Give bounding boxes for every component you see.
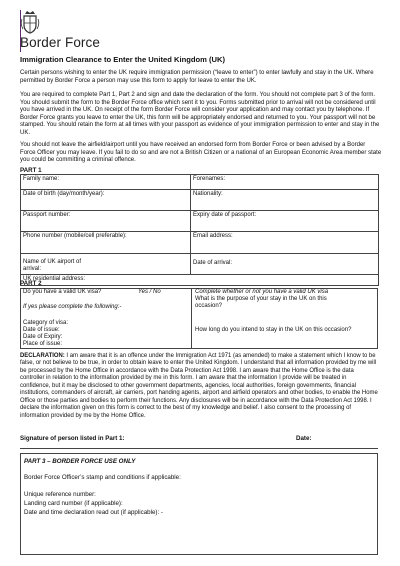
visa-question: Do you have a valid UK visa? <box>23 289 102 295</box>
email-label: Email address: <box>193 233 233 239</box>
residential-address-label: UK residential address: <box>23 276 86 282</box>
part2-heading: PART 2 <box>20 280 42 287</box>
arrival-airport-label-1: Name of UK airport of <box>23 258 82 265</box>
if-yes-instruction: If yes please complete the following:- <box>23 304 122 310</box>
part2-box <box>20 288 378 349</box>
visa-yes-no-toggle[interactable]: Yes / No <box>138 289 161 295</box>
dob-field[interactable] <box>21 190 191 211</box>
declaration-label: DECLARATION: <box>20 353 65 359</box>
declaration-body: I am aware that it is an offence under the Immigration Act 1971 (as amended) to make a statement which I know to be false, or not believe to be true, in order to obtain leave to enter the United Kingdom. I understand that all information provided by me will be processed by the Home Office in accordance with the Data Protection Act 1998. I am aware that the Home Office is the data controller in relation to the information provided by me in this form. I am aware that the information I provide will be treated in confidence, but it may be disclosed to other government departments, agencies, local authorities, foreign governments, financial institutions, commanders of aircraft, air carriers, port handing agents, airport and airfield operators and other bodies, to enable the Home Office or those parties and bodies to perform their functions. Any disclosures will be in accordance with the Data Protection Act 1998. I declare the information given on this form is correct to the best of my knowledge and belief. I also consent to the processing of information provided by me by the Home Office. <box>20 353 378 419</box>
phone-label: Phone number (mobile/cell preferable): <box>23 233 127 239</box>
declaration-read-time-label: Date and time declaration read out (if applicable): - <box>24 509 163 516</box>
intro-paragraph-3: You should not leave the airfield/airport until you have received an endorsed form from Border Force or been advised by a Border Force Officer you may leave. If you fail to do so and are not a British Citizen or a national of an European Economic Area member state you could be committing a criminal offence. <box>20 142 382 164</box>
part1-table <box>20 174 379 286</box>
duration-question: How long do you intend to stay in the UK on this occasion? <box>195 327 352 333</box>
family-name-label: Family name: <box>23 176 60 182</box>
forenames-field[interactable] <box>191 175 379 190</box>
signature-line[interactable] <box>20 448 378 449</box>
arrival-airport-label-2: arrival: <box>23 265 42 272</box>
form-title: Immigration Clearance to Enter the United Kingdom (UK) <box>20 55 226 64</box>
intro-paragraph-1: Certain persons wishing to enter the UK require immigration permission (“leave to enter”) to enter lawfully and stay in the UK. Where permitted by Border Force a person may use this form to apply for leave to enter the UK. <box>20 70 374 84</box>
arrival-date-field[interactable] <box>191 254 379 275</box>
brand-name: Border Force <box>20 35 100 50</box>
dob-label: Date of birth (day/month/year): <box>23 191 105 197</box>
part3-heading: PART 3 – BORDER FORCE USE ONLY <box>24 458 136 465</box>
phone-field[interactable] <box>21 232 191 254</box>
reference-number-label: Unique reference number: <box>24 491 96 498</box>
officer-stamp-label: Border Force Officer’s stamp and conditions if applicable: <box>24 474 181 481</box>
forenames-label: Forenames: <box>193 176 226 182</box>
visa-issue-date-label: Date of issue: <box>23 327 60 333</box>
landing-card-label: Landing card number (if applicable): <box>24 500 123 507</box>
arrival-airport-field[interactable] <box>21 254 191 275</box>
passport-number-field[interactable] <box>21 211 191 232</box>
part2-divider <box>191 289 192 348</box>
complete-note: Complete whether or not you have a valid UK visa <box>195 289 329 295</box>
nationality-label: Nationality: <box>193 191 223 197</box>
purpose-question-1: What is the purpose of your stay in the UK on this <box>195 296 327 302</box>
passport-expiry-label: Expiry date of passport: <box>193 212 257 218</box>
arrival-date-label: Date of arrival: <box>193 259 233 266</box>
passport-expiry-field[interactable] <box>191 211 379 232</box>
email-field[interactable] <box>191 232 379 254</box>
residential-address-field[interactable] <box>21 275 379 286</box>
passport-number-label: Passport number: <box>23 212 71 218</box>
intro-paragraph-2: You are required to complete Part 1, Part 2 and sign and date the declaration of the form. You should not complete part 3 of the form. You should submit the form to the Border Force office which sent it to you. Forms submitted prior to arrival will not be considered until you have arrived in the UK. On receipt of the form Border Force will consider your application and may contact you by telephone. If Border Force grants you leave to enter the UK, this form will be appropriately endorsed and returned to you. Your passport will not be stamped. You should retain the form at all times with your passport as evidence of your immigration permission to enter and stay in the UK. <box>20 92 380 136</box>
signature-date-label: Date: <box>296 435 312 442</box>
visa-place-of-issue-label: Place of issue: <box>23 341 63 347</box>
declaration-text <box>20 353 378 420</box>
part1-heading: PART 1 <box>20 167 42 174</box>
purpose-question-2: occasion? <box>195 303 223 309</box>
part3-box <box>20 453 378 555</box>
signature-label: Signature of person listed in Part 1: <box>20 435 125 442</box>
nationality-field[interactable] <box>191 190 379 211</box>
visa-expiry-date-label: Date of Expiry: <box>23 334 63 340</box>
family-name-field[interactable] <box>21 175 191 190</box>
visa-category-label: Category of visa: <box>23 320 69 326</box>
